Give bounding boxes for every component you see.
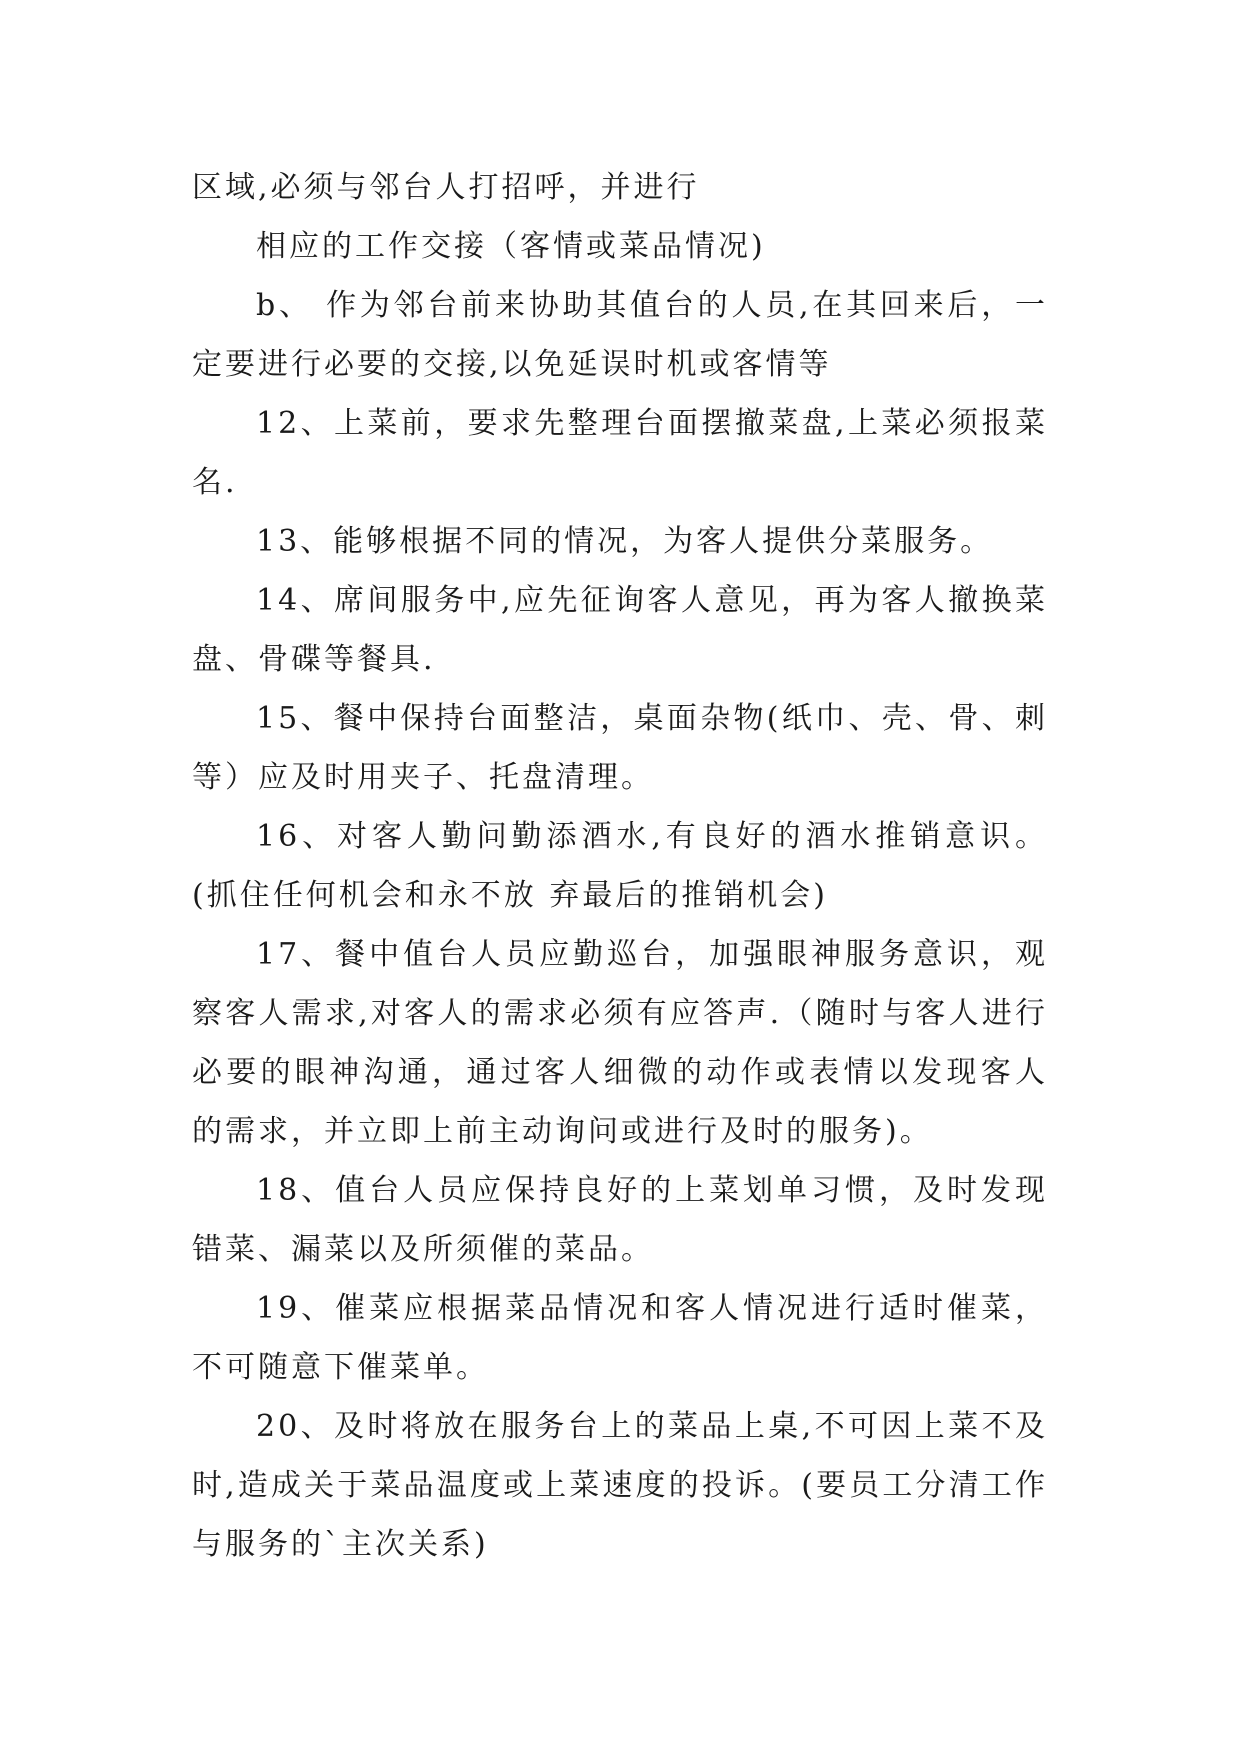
- paragraph-3: b、 作为邻台前来协助其值台的人员,在其回来后，一定要进行必要的交接,以免延误时机或客情等: [192, 288, 1048, 382]
- document-body: [192, 158, 1048, 1574]
- paragraph-item-13: 13、能够根据不同的情况，为客人提供分菜服务。: [256, 524, 994, 559]
- paragraph-item-16: 16、对客人勤问勤添酒水,有良好的酒水推销意识。(抓住任何机会和永不放 弃最后的推销机会): [192, 819, 1048, 913]
- paragraph-item-18: 18、值台人员应保持良好的上菜划单习惯，及时发现错菜、漏菜以及所须催的菜品。: [192, 1173, 1048, 1267]
- paragraph-2: 相应的工作交接（客情或菜品情况): [256, 229, 766, 264]
- paragraph-item-15: 15、餐中保持台面整洁，桌面杂物(纸巾、壳、骨、刺等）应及时用夹子、托盘清理。: [192, 701, 1048, 795]
- paragraph-item-20: 20、及时将放在服务台上的菜品上桌,不可因上菜不及时,造成关于菜品温度或上菜速度的投诉。(要员工分清工作与服务的`主次关系): [192, 1409, 1048, 1562]
- paragraph-item-17: 17、餐中值台人员应勤巡台，加强眼神服务意识，观察客人需求,对客人的需求必须有应答声.（随时与客人进行必要的眼神沟通，通过客人细微的动作或表情以发现客人的需求，并立即上前主动询问或进行及时的服务)。: [192, 937, 1048, 1149]
- paragraph-1: 区域,必须与邻台人打招呼，并进行: [192, 170, 700, 205]
- paragraph-item-12: 12、上菜前，要求先整理台面摆撤菜盘,上菜必须报菜名.: [192, 406, 1048, 500]
- paragraph-item-14: 14、席间服务中,应先征询客人意见，再为客人撤换菜盘、骨碟等餐具.: [192, 583, 1048, 677]
- paragraph-item-19: 19、催菜应根据菜品情况和客人情况进行适时催菜，不可随意下催菜单。: [192, 1291, 1048, 1385]
